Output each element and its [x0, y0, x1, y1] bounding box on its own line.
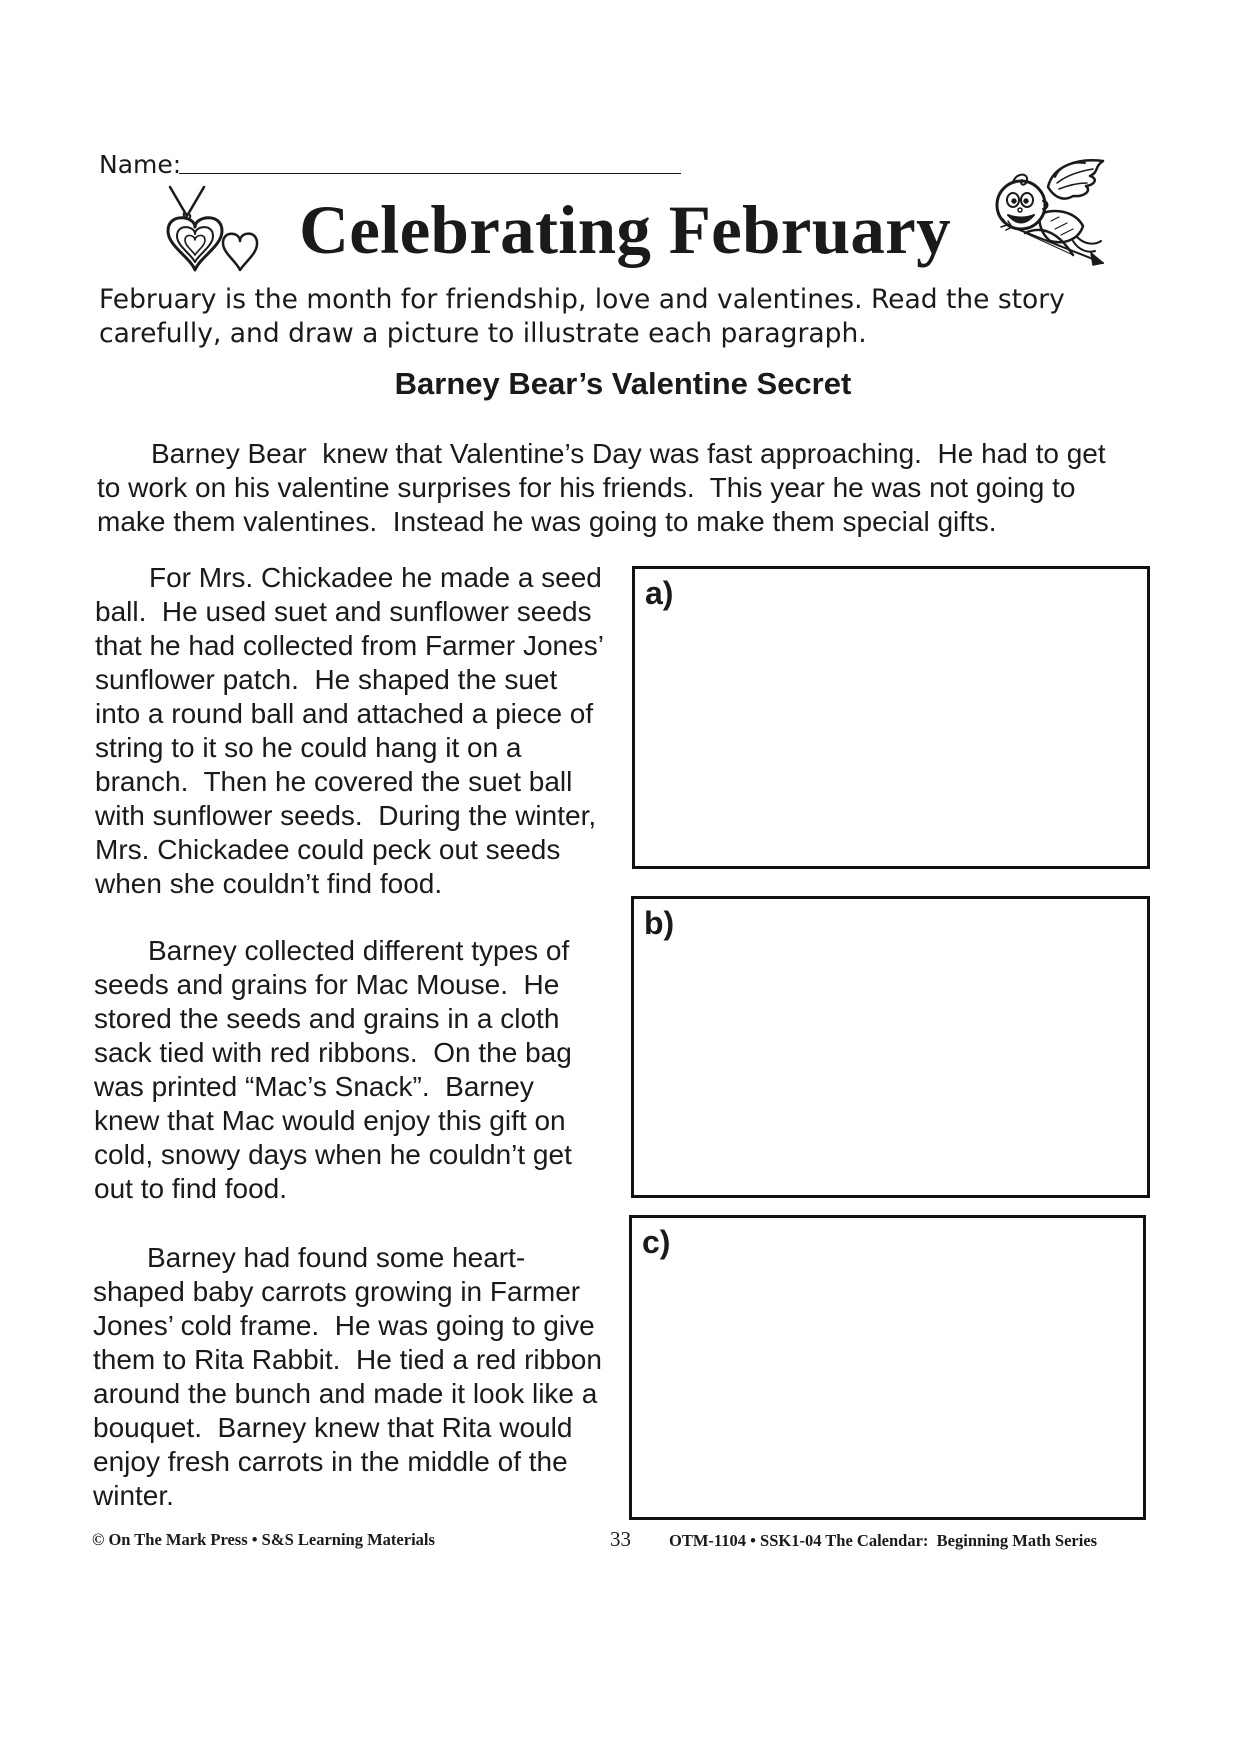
story-line: shaped baby carrots growing in Farmer — [93, 1276, 581, 1307]
story-line: that he had collected from Farmer Jones’ — [95, 630, 604, 661]
story-line: Mrs. Chickadee could peck out seeds — [95, 834, 561, 865]
drawing-box-a[interactable] — [632, 566, 1150, 869]
story-title: Barney Bear’s Valentine Secret — [394, 366, 852, 401]
story-line: around the bunch and made it look like a — [93, 1378, 598, 1409]
story-line: ball. He used suet and sunflower seeds — [95, 596, 592, 627]
story-line: sack tied with red ribbons. On the bag — [94, 1037, 572, 1068]
story-paragraph-c — [93, 1241, 623, 1513]
story-line: knew that Mac would enjoy this gift on — [94, 1105, 566, 1136]
page-number: 33 — [610, 1527, 631, 1551]
instructions — [99, 283, 1179, 351]
story-paragraph-b — [94, 934, 624, 1206]
instructions-line: February is the month for friendship, love and valentines. Read the story — [99, 284, 1065, 315]
story-line: cold, snowy days when he couldn’t get — [94, 1139, 572, 1170]
story-line: seeds and grains for Mac Mouse. He — [94, 969, 560, 1000]
story-line: winter. — [93, 1480, 174, 1511]
story-line: was printed “Mac’s Snack”. Barney — [94, 1071, 534, 1102]
story-line: out to find food. — [94, 1173, 288, 1204]
story-line: make them valentines. Instead he was going to make them special gifts. — [97, 506, 997, 537]
page-title: Celebrating February — [299, 192, 951, 268]
instructions-line: carefully, and draw a picture to illustrate each paragraph. — [99, 318, 867, 349]
story-line: Barney collected different types of — [148, 935, 570, 966]
story-line: bouquet. Barney knew that Rita would — [93, 1412, 573, 1443]
story-line: branch. Then he covered the suet ball — [95, 766, 573, 797]
story-line: Barney Bear knew that Valentine’s Day was fast approaching. He had to get — [151, 438, 1106, 469]
story-paragraph-a — [95, 561, 625, 901]
story-line: enjoy fresh carrots in the middle of the — [93, 1446, 568, 1477]
story-opening-paragraph — [97, 437, 1197, 539]
story-line: stored the seeds and grains in a cloth — [94, 1003, 560, 1034]
name-input-line[interactable] — [179, 173, 681, 174]
footer-publisher: © On The Mark Press • S&S Learning Materials — [92, 1530, 435, 1549]
story-line: into a round ball and attached a piece of — [95, 698, 594, 729]
name-label: Name: — [99, 150, 182, 179]
cupid-icon — [993, 155, 1113, 275]
box-label: c) — [642, 1224, 671, 1260]
story-line: For Mrs. Chickadee he made a seed — [149, 562, 602, 593]
story-line: Barney had found some heart- — [147, 1242, 526, 1273]
story-line: Jones’ cold frame. He was going to give — [93, 1310, 595, 1341]
story-line: when she couldn’t find food. — [95, 868, 443, 899]
footer-series: OTM-1104 • SSK1-04 The Calendar: Beginning Math Series — [669, 1531, 1098, 1550]
story-line: sunflower patch. He shaped the suet — [95, 664, 558, 695]
drawing-box-c[interactable] — [629, 1215, 1146, 1520]
story-line: to work on his valentine surprises for his friends. This year he was not going to — [97, 472, 1076, 503]
box-label: a) — [645, 575, 674, 611]
box-label: b) — [644, 905, 675, 941]
story-line: them to Rita Rabbit. He tied a red ribbon — [93, 1344, 602, 1375]
drawing-box-b[interactable] — [631, 896, 1150, 1198]
story-line: string to it so he could hang it on a — [95, 732, 522, 763]
story-line: with sunflower seeds. During the winter, — [95, 800, 597, 831]
